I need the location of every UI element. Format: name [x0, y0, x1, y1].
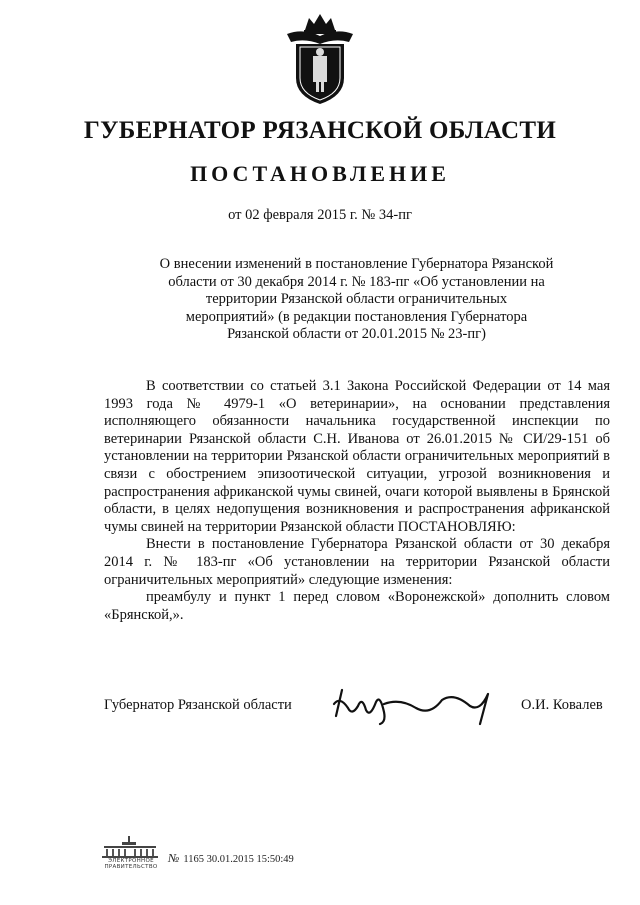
handwritten-signature	[330, 686, 500, 726]
subject-line: Рязанской области от 20.01.2015 № 23-пг)	[227, 326, 486, 342]
government-logo-caption: ЭЛЕКТРОННОЕ ПРАВИТЕЛЬСТВО	[104, 858, 158, 870]
coat-of-arms-emblem	[283, 12, 357, 106]
issuing-authority-title: ГУБЕРНАТОР РЯЗАНСКОЙ ОБЛАСТИ	[83, 117, 557, 144]
body-paragraph: Внести в постановление Губернатора Рязанской области от 30 декабря 2014 г. № 183-пг «Об установлении на территории Рязанской области ограничительных мероприятий» следующие изменения:	[104, 536, 610, 588]
document-subject	[135, 256, 578, 344]
subject-line: О внесении изменений в постановление Губернатора Рязанской	[159, 256, 554, 272]
body-paragraph: преамбулу и пункт 1 перед словом «Воронежской» дополнить словом «Брянской,».	[104, 589, 610, 623]
document-body	[104, 378, 610, 624]
subject-line: мероприятий» (в редакции постановления Губернатора	[185, 308, 528, 325]
subject-line: территории Рязанской области ограничительных	[205, 291, 508, 307]
body-paragraph: В соответствии со статьей 3.1 Закона Российской Федерации от 14 мая 1993 года № 4979-1 «О ветеринарии», на основании представления исполняющего обязанности начальника государственной инспекции по ветеринарии Рязанской области С.Н. Иванова от 26.01.2015 № СИ/29-151 об установлении на территории Рязанской области ограничительных мероприятий в связи с обострением эпизоотической ситуации, угрозой возникновения и распространения африканской чумы свиней, очаги которой выявлены в Брянской области, в целях недопущения возникновения и распространения африканской чумы свиней на территории Рязанской области ПОСТАНОВЛЯЮ:	[104, 378, 610, 535]
signatory-name: О.И. Ковалев	[521, 697, 603, 713]
subject-line: области от 30 декабря 2014 г. № 183-пг «Об установлении на	[168, 273, 545, 290]
registration-stamp	[168, 851, 294, 866]
registration-info: 1165 30.01.2015 15:50:49	[183, 854, 294, 865]
registration-number-sign: №	[168, 851, 180, 865]
document-date-number: от 02 февраля 2015 г. № 34-пг	[228, 207, 412, 223]
document-type-title: ПОСТАНОВЛЕНИЕ	[190, 161, 450, 186]
signatory-position: Губернатор Рязанской области	[104, 697, 292, 713]
